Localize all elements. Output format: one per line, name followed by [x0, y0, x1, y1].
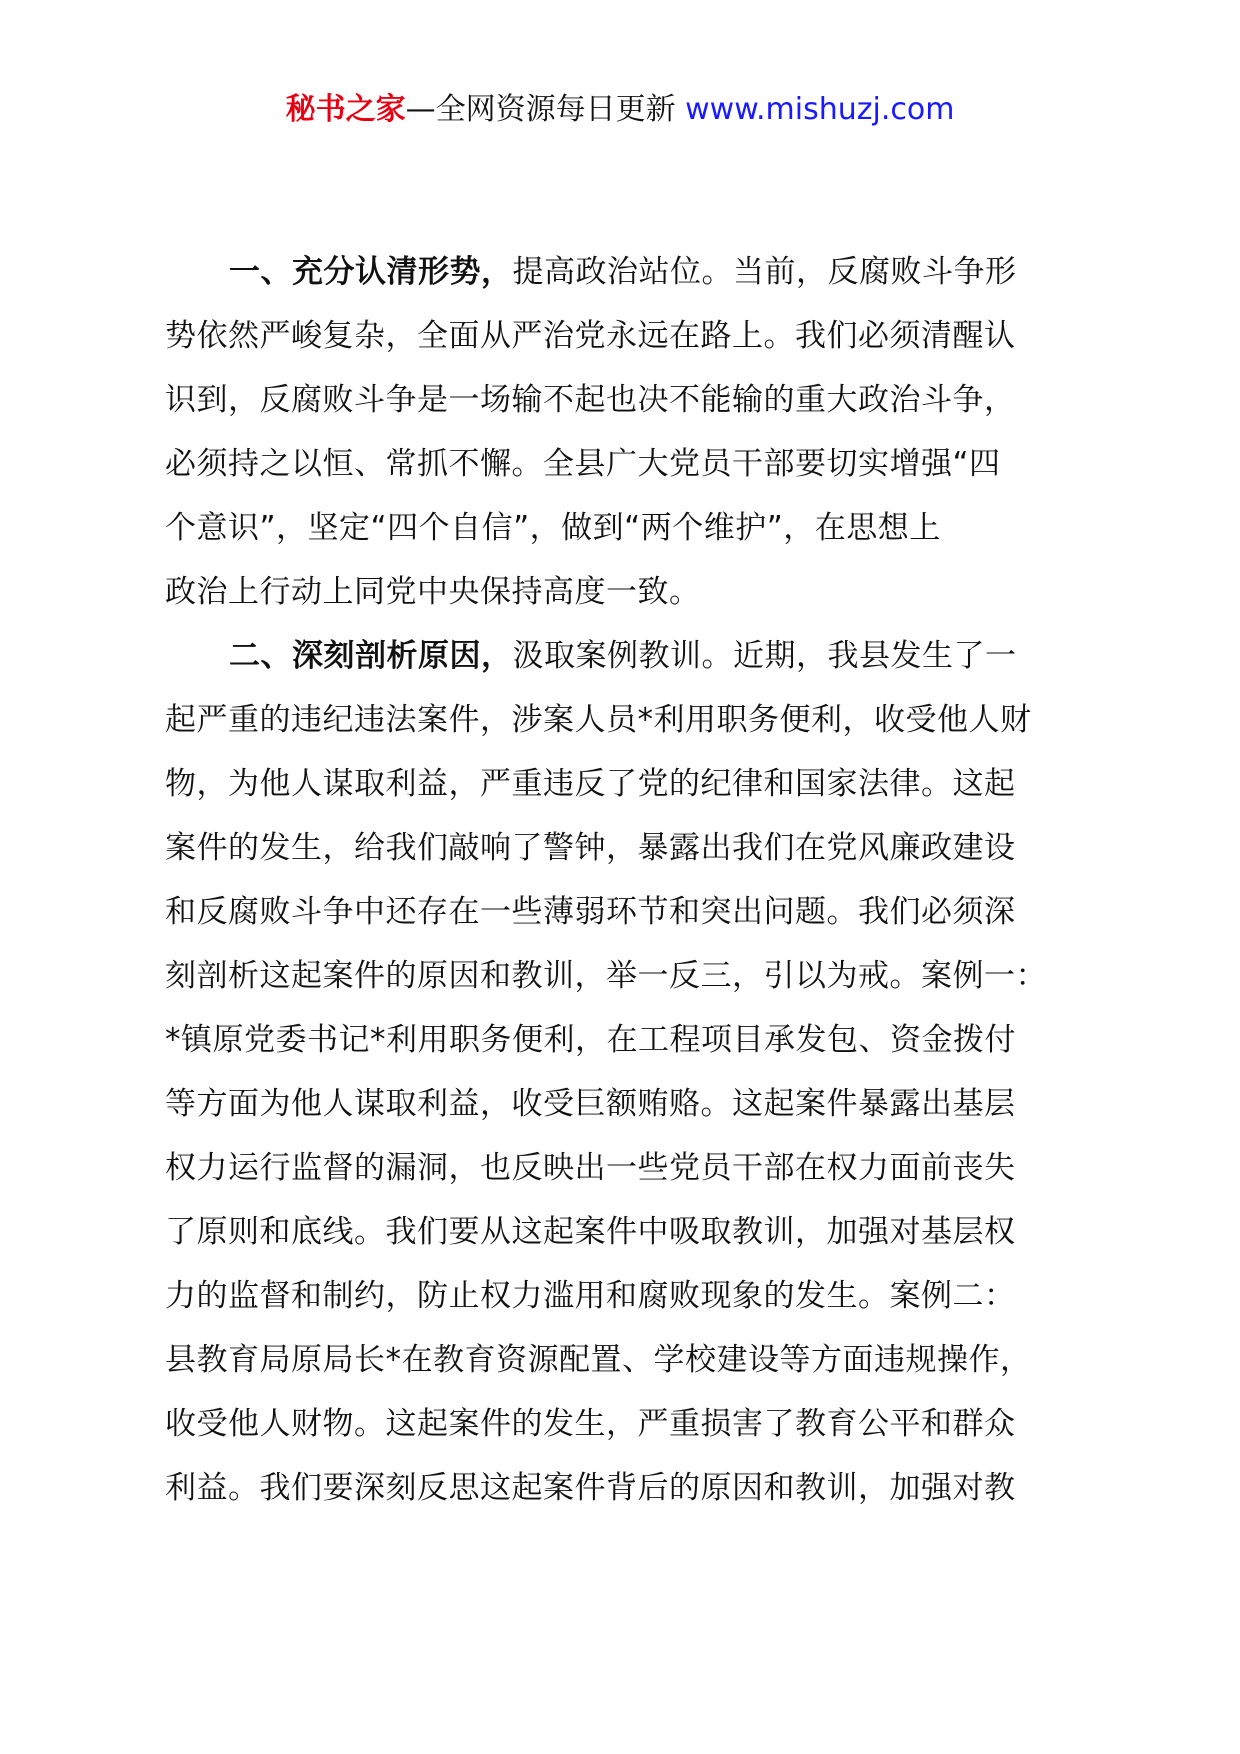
section-1-heading: 一、充分认清形势，	[229, 254, 513, 290]
paragraph-line	[165, 624, 1095, 688]
paragraph-line: 和反腐败斗争中还存在一些薄弱环节和突出问题。我们必须深	[165, 894, 1016, 930]
paragraph-line: 利益。我们要深刻反思这起案件背后的原因和教训，加强对教	[165, 1470, 1016, 1506]
article-body	[165, 240, 1095, 1520]
paragraph-text: 汲取案例教训。近期，我县发生了一	[512, 638, 1017, 674]
paragraph-line: 势依然严峻复杂，全面从严治党永远在路上。我们必须清醒认	[165, 318, 1016, 354]
paragraph-line: 权力运行监督的漏洞，也反映出一些党员干部在权力面前丧失	[165, 1150, 1016, 1186]
header-tagline: —全网资源每日更新	[405, 92, 686, 127]
paragraph-line: 县教育局原局长*在教育资源配置、学校建设等方面违规操作，	[165, 1342, 1032, 1378]
brand-name: 秘书之家	[285, 92, 406, 127]
paragraph-text: 提高政治站位。当前，反腐败斗争形	[512, 254, 1017, 290]
paragraph-line: *镇原党委书记*利用职务便利，在工程项目承发包、资金拨付	[165, 1022, 1016, 1058]
paragraph-line: 个意识”，坚定“四个自信”，做到“两个维护”，在思想上	[165, 510, 941, 546]
paragraph-line: 政治上行动上同党中央保持高度一致。	[165, 574, 701, 610]
paragraph-line: 刻剖析这起案件的原因和教训，举一反三，引以为戒。案例一：	[165, 958, 1047, 994]
paragraph-line: 必须持之以恒、常抓不懈。全县广大党员干部要切实增强“四	[165, 446, 1001, 482]
paragraph-line: 等方面为他人谋取利益，收受巨额贿赂。这起案件暴露出基层	[165, 1086, 1016, 1122]
site-header	[0, 90, 1240, 130]
section-2-heading: 二、深刻剖析原因，	[229, 638, 513, 674]
paragraph-line: 力的监督和制约，防止权力滥用和腐败现象的发生。案例二：	[165, 1278, 1016, 1314]
paragraph-line: 物，为他人谋取利益，严重违反了党的纪律和国家法律。这起	[165, 766, 1016, 802]
paragraph-line	[165, 240, 1095, 304]
paragraph-line: 起严重的违纪违法案件，涉案人员*利用职务便利，收受他人财	[165, 702, 1032, 738]
paragraph-line: 了原则和底线。我们要从这起案件中吸取教训，加强对基层权	[165, 1214, 1016, 1250]
paragraph-line: 识到，反腐败斗争是一场输不起也决不能输的重大政治斗争，	[165, 382, 1016, 418]
paragraph-line: 案件的发生，给我们敲响了警钟，暴露出我们在党风廉政建设	[165, 830, 1016, 866]
paragraph-line: 收受他人财物。这起案件的发生，严重损害了教育公平和群众	[165, 1406, 1016, 1442]
site-url-link[interactable]: www.mishuzj.com	[685, 92, 955, 127]
